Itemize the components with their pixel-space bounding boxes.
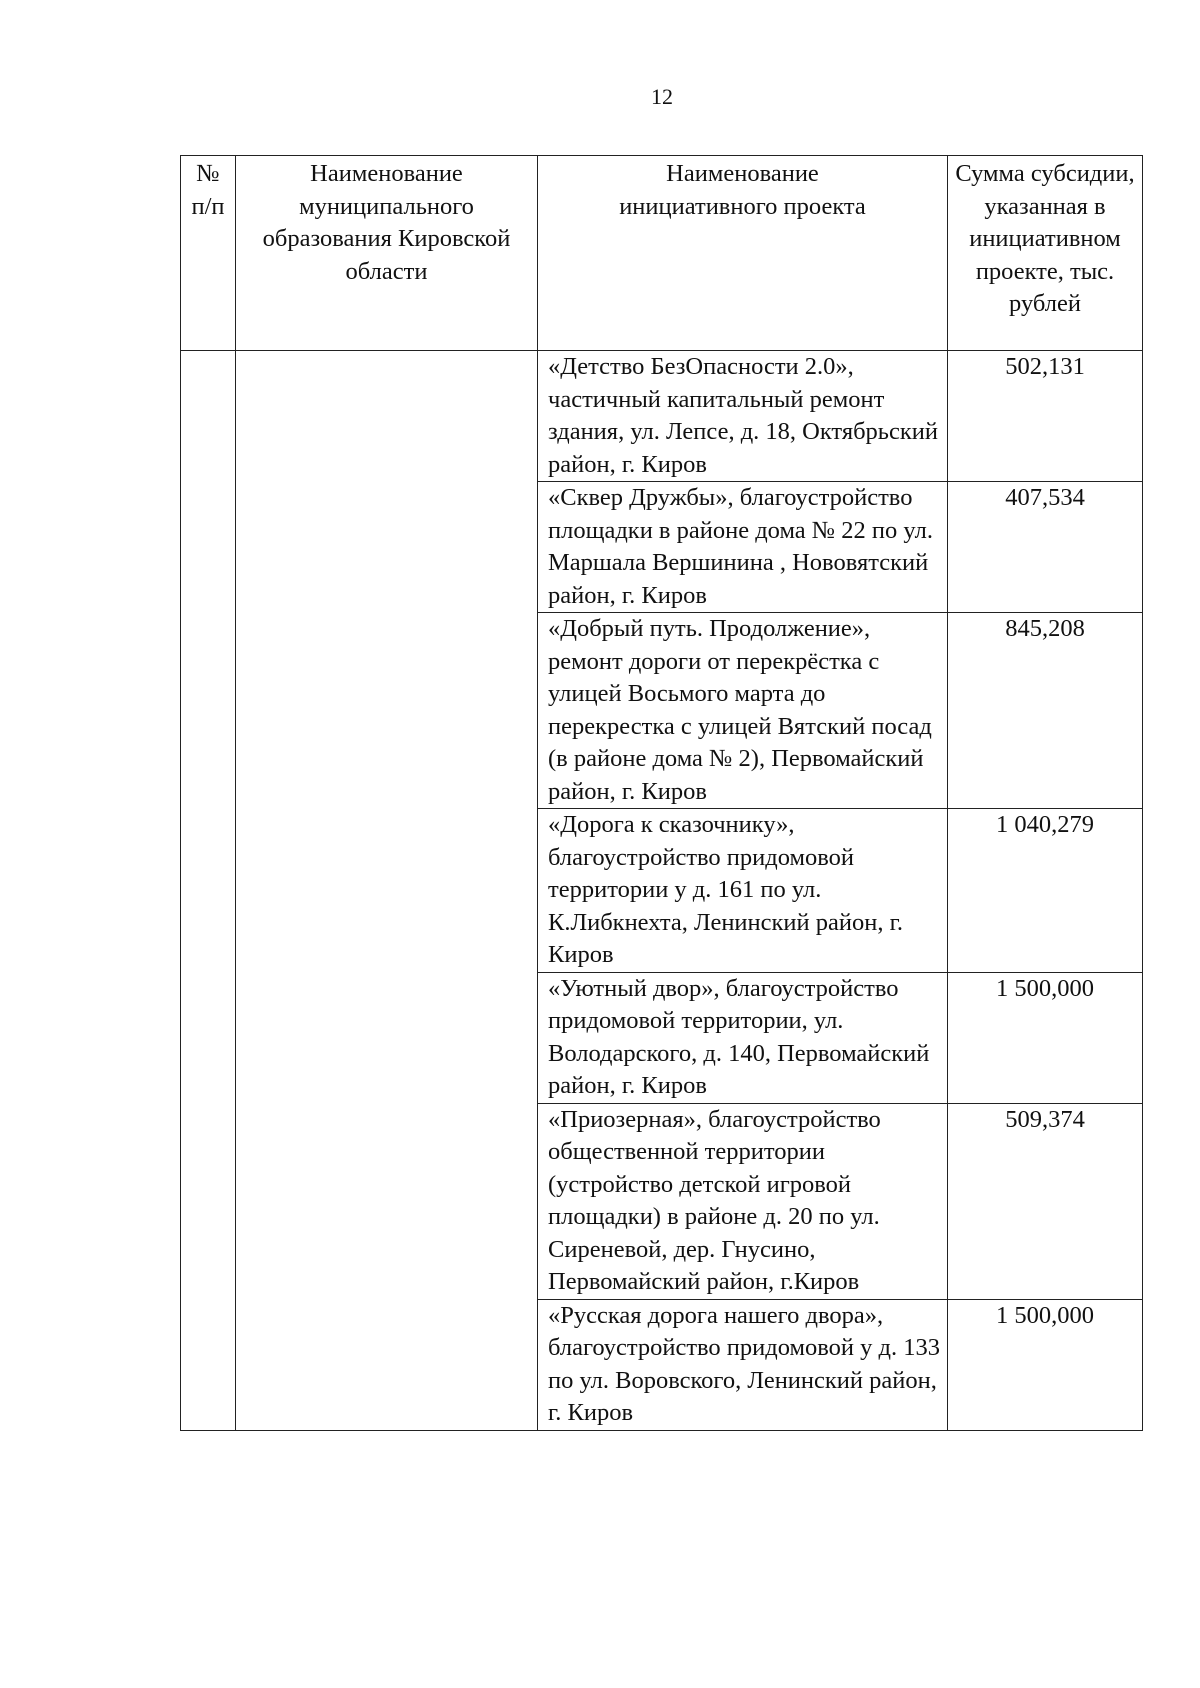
subsidy-table (180, 155, 1143, 1431)
sum-cell: 1 500,000 (948, 972, 1143, 1103)
sum-cell: 1 040,279 (948, 809, 1143, 973)
municipality-cell (236, 351, 538, 1431)
header-sum (948, 156, 1143, 351)
project-cell: «Приозерная», благоустройство общественной территории (устройство детской игровой площадки) в районе д. 20 по ул. Сиреневой, дер. Гнусино, Первомайский район, г.Киров (538, 1103, 948, 1299)
header-project (538, 156, 948, 351)
sum-cell: 509,374 (948, 1103, 1143, 1299)
sum-cell: 502,131 (948, 351, 1143, 482)
header-municipality-label: Наименование муниципального образования Кировской области (262, 160, 511, 285)
project-cell: «Сквер Дружбы», благоустройство площадки в районе дома № 22 по ул. Маршала Вершинина , Нововятский район, г. Киров (538, 482, 948, 613)
project-cell: «Добрый путь. Продолжение», ремонт дороги от перекрёстка с улицей Восьмого марта до перекрестка с улицей Вятский посад (в районе дома № 2), Первомайский район, г. Киров (538, 613, 948, 809)
header-number-label: № п/п (191, 160, 225, 220)
project-cell: «Уютный двор», благоустройство придомовой территории, ул. Володарского, д. 140, Первомайский район, г. Киров (538, 972, 948, 1103)
header-municipality (236, 156, 538, 351)
sum-cell: 845,208 (948, 613, 1143, 809)
sum-cell: 1 500,000 (948, 1299, 1143, 1430)
sum-cell: 407,534 (948, 482, 1143, 613)
table-row (181, 351, 1143, 482)
project-cell: «Русская дорога нашего двора», благоустройство придомовой у д. 133 по ул. Воровского, Ленинский район, г. Киров (538, 1299, 948, 1430)
header-sum-label: Сумма субсидии, указанная в инициативном проекте, тыс. рублей (955, 160, 1135, 317)
project-cell: «Дорога к сказочнику», благоустройство придомовой территории у д. 161 по ул. К.Либкнехта, Ленинский район, г. Киров (538, 809, 948, 973)
header-number (181, 156, 236, 351)
project-cell: «Детство БезОпасности 2.0», частичный капитальный ремонт здания, ул. Лепсе, д. 18, Октябрьский район, г. Киров (538, 351, 948, 482)
page-number: 12 (651, 84, 673, 109)
header-project-label: Наименование инициативного проекта (619, 160, 866, 220)
number-cell (181, 351, 236, 1431)
header-row (181, 156, 1143, 351)
